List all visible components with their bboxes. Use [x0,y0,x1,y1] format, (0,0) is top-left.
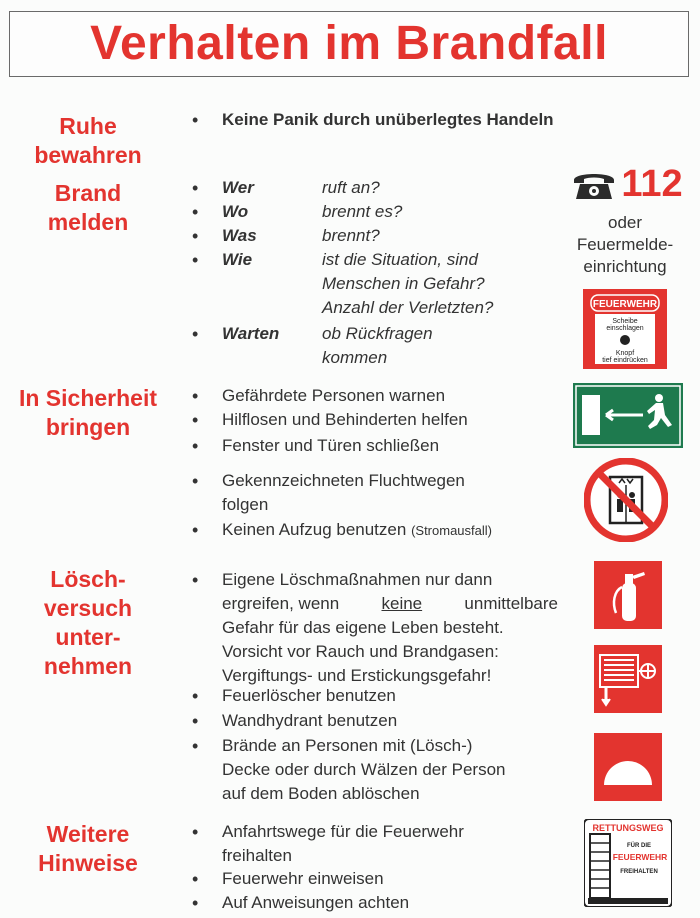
bullet: • [192,893,199,913]
bullet: • [192,736,199,756]
bullet: • [192,410,199,430]
heading-line: melden [47,209,129,235]
bullet: • [192,471,199,491]
heading-line: bewahren [34,142,142,168]
bullet: • [192,869,199,889]
heading-line: Hinweise [38,850,138,876]
fire-hose-sign [594,645,662,713]
alarm-text: einschlagen [606,325,644,332]
sicherheit-item: Fenster und Türen schließen [222,436,440,455]
heading-line: Brand [54,180,122,206]
fire-blanket-sign [594,733,662,801]
loesch-text: unmittelbare [464,594,558,613]
alarm-text: Knopf [615,350,635,357]
heading-weitere [0,820,176,878]
rescue-line: FREIHALTEN [620,869,658,875]
melden-text: brennt es? [322,202,403,221]
page-title: Verhalten im Brandfall [90,17,608,70]
loesch-item [222,568,558,688]
loesch-text: ergreifen, wenn [222,594,340,613]
melden-text: ruft an? [322,178,380,197]
bullet: • [192,178,199,198]
loesch-item: Feuerlöscher benutzen [222,686,396,705]
emergency-number [562,163,692,206]
emergency-info [560,212,690,278]
bullet: • [192,110,199,130]
bullet: • [192,686,199,706]
melden-text: ob Rückfragen [322,324,433,343]
emergency-line: einrichtung [583,257,667,276]
sicherheit-item: Hilflosen und Behinderten helfen [222,410,468,429]
bullet: • [192,436,199,456]
bullet: • [192,250,199,270]
loesch-line [222,592,558,616]
melden-text: Menschen in Gefahr? [322,274,485,293]
rescue-route-sign [584,819,672,907]
melden-text: ist die Situation, sind [322,250,478,269]
emergency-number-value: 112 [621,163,683,205]
sicherheit-item: folgen [222,495,269,514]
melden-key: Wie [222,250,253,269]
rescue-line: FÜR DIE [627,843,651,849]
heading-line: unter- [55,624,121,650]
bullet: • [192,822,199,842]
sicherheit-item-note: (Stromausfall) [411,523,492,538]
bullet: • [192,202,199,222]
bullet: • [192,324,199,344]
bullet: • [192,570,199,590]
heading-line: versuch [43,595,133,621]
heading-ruhe [0,112,176,170]
door-icon [582,395,600,435]
title-box [9,11,689,77]
fire-extinguisher-sign [594,561,662,629]
emergency-line: Feuermelde- [576,235,674,254]
loesch-item [222,734,505,806]
heading-line: Lösch- [50,566,126,592]
heading-line: In Sicherheit [18,385,158,411]
heading-sicherheit [0,384,176,442]
melden-text: brennt? [322,226,380,245]
bullet: • [192,520,199,540]
bullet: • [192,386,199,406]
loesch-line: Gefahr für das eigene Leben besteht. [222,618,504,637]
loesch-line: Eigene Löschmaßnahmen nur dann [222,570,493,589]
melden-key: Warten [222,324,280,343]
alarm-text: tief eindrücken [602,357,648,364]
heading-line: bringen [45,414,131,440]
sicherheit-item: Gefährdete Personen warnen [222,386,446,405]
heading-line: nehmen [43,653,133,679]
heading-melden [0,179,176,237]
loesch-line: auf dem Boden ablöschen [222,784,420,803]
melden-key: Wer [222,178,254,197]
bullet: • [192,711,199,731]
loesch-line: Vergiftungs- und Erstickungsgefahr! [222,666,492,685]
loesch-item: Wandhydrant benutzen [222,711,398,730]
ruhe-item: Keine Panik durch unüberlegtes Handeln [222,110,554,129]
loesch-underlined: keine [381,594,423,613]
truck-icon [588,898,668,904]
heading-line: Ruhe [59,113,117,139]
no-elevator-sign [584,458,668,542]
rescue-line: RETTUNGSWEG [592,823,664,833]
heading-line: Weitere [46,821,130,847]
alarm-button-icon [620,335,630,345]
sicherheit-item-main: Keinen Aufzug benutzen [222,520,407,539]
melden-key: Wo [222,202,249,221]
loesch-line: Decke oder durch Wälzen der Person [222,760,506,779]
weitere-item: Feuerwehr einweisen [222,869,384,888]
melden-text: kommen [322,348,388,367]
melden-text: Anzahl der Verletzten? [322,298,494,317]
emergency-exit-sign [573,383,683,448]
fire-alarm-sign [583,289,667,369]
melden-key: Was [222,226,257,245]
rescue-line: FEUERWEHR [612,852,668,862]
alarm-text: Scheibe [612,318,638,325]
sicherheit-item: Gekennzeichneten Fluchtwegen [222,471,465,490]
loesch-line: Brände an Personen mit (Lösch-) [222,736,473,755]
loesch-line: Vorsicht vor Rauch und Brandgasen: [222,642,499,661]
telephone-icon [571,168,617,202]
weitere-line: Anfahrtswege für die Feuerwehr [222,822,464,841]
heading-loesch [0,565,176,681]
weitere-item [222,820,464,868]
alarm-label: FEUERWEHR [592,299,658,310]
emergency-or: oder [607,213,643,232]
sicherheit-item [222,518,492,543]
weitere-item: Auf Anweisungen achten [222,893,410,912]
weitere-line: freihalten [222,846,292,865]
bullet: • [192,226,199,246]
